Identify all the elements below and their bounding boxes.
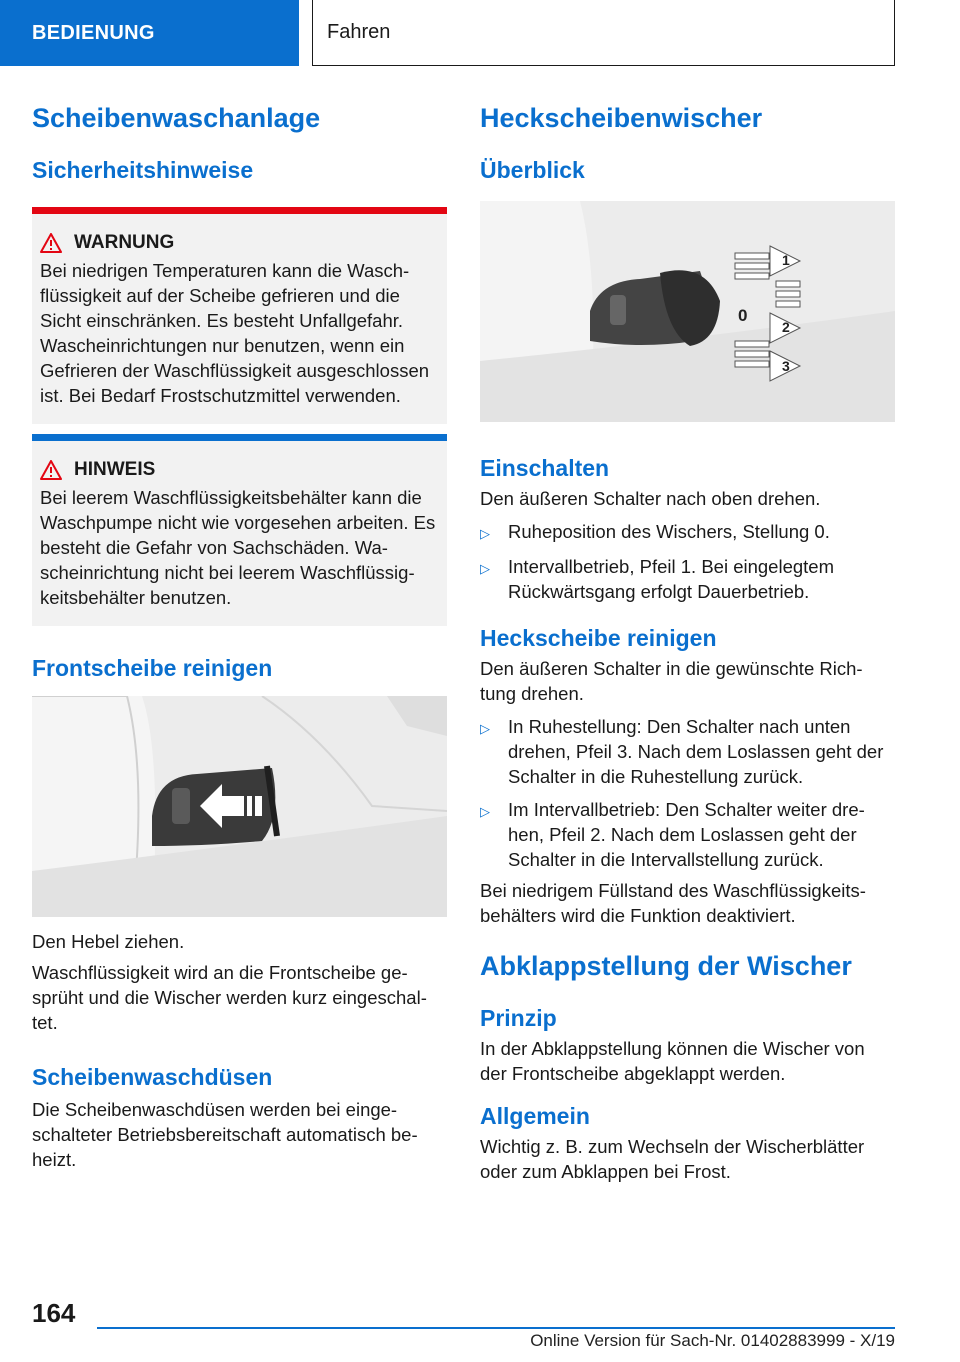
- online-version-text: Online Version für Sach-Nr. 01402883999 - X/19: [530, 1331, 895, 1350]
- switch-on-heading: Einschalten: [480, 455, 610, 481]
- overview-heading: Überblick: [480, 157, 585, 183]
- section-title: Scheibenwaschanlage: [32, 103, 321, 133]
- section-tab: [0, 0, 299, 66]
- warning-box: [32, 207, 447, 424]
- hint-text: Bei leerem Waschflüssigkeitsbehälter kann die Waschpumpe nicht wie vorgesehen arbeiten. Es besteht die Gefahr von Sachschäden. Wa-scheinrichtung nicht bei leerem Waschflüssig-keitsbehälter benutzen.: [40, 487, 436, 608]
- rear-clean-text: Den äußeren Schalter in die gewünschte Rich-tung drehen.: [480, 658, 863, 704]
- list-item: ▷ Intervallbetrieb, Pfeil 1. Bei eingelegtem Rückwärtsgang erfolgt Dauerbetrieb.: [480, 556, 834, 602]
- rear-switch-figure: [480, 201, 895, 422]
- switch-on-text: Den äußeren Schalter nach oben drehen.: [480, 488, 821, 509]
- lever-pull-figure: [32, 696, 447, 917]
- list-item: ▷ Im Intervallbetrieb: Den Schalter weiter dre-hen, Pfeil 2. Nach dem Loslassen geht der Schalter in die Intervallstellung zurück.: [480, 799, 865, 870]
- warning-label: WARNUNG: [74, 232, 175, 253]
- hint-label: HINWEIS: [74, 459, 156, 480]
- left-column: [32, 100, 447, 1172]
- page-number: 164: [32, 1298, 76, 1328]
- figure-label-2: 2: [782, 319, 790, 335]
- warning-text: Bei niedrigen Temperaturen kann die Wasch-flüssigkeit auf der Scheibe gefrieren und die Sicht einschränken. Es besteht Unfallgefahr. Wascheinrichtungen nur benutzen, wenn ein Gefrieren der Waschflüssigkeit ausgeschlossen ist. Bei Bedarf Frostschutzmittel verwenden.: [40, 260, 430, 406]
- figure-label-1: 1: [782, 252, 790, 268]
- section-label: BEDIENUNG: [32, 21, 155, 44]
- list-item: ▷ In Ruhestellung: Den Schalter nach unten drehen, Pfeil 3. Nach dem Loslassen geht der Schalter in die Ruhestellung zurück.: [480, 716, 884, 787]
- chapter-header: [312, 0, 895, 66]
- bullet-triangle-icon: ▷: [480, 526, 490, 541]
- principle-heading: Prinzip: [480, 1005, 557, 1031]
- warning-triangle-icon: [40, 233, 62, 253]
- footer-divider: [97, 1327, 895, 1329]
- list-item: ▷ Ruheposition des Wischers, Stellung 0.: [480, 519, 895, 546]
- bullet-triangle-icon: ▷: [480, 804, 490, 819]
- general-heading: Allgemein: [480, 1103, 590, 1129]
- right-column: [480, 100, 895, 1184]
- principle-text: In der Abklappstellung können die Wischer von der Frontscheibe abgeklappt werden.: [480, 1038, 865, 1084]
- front-description: Waschflüssigkeit wird an die Frontscheibe ge-sprüht und die Wischer werden kurz eingeschal-tet.: [32, 962, 427, 1033]
- front-instruction: Den Hebel ziehen.: [32, 931, 185, 952]
- bullet-triangle-icon: ▷: [480, 561, 490, 576]
- rear-clean-note: Bei niedrigem Füllstand des Waschflüssigkeits-behälters wird die Funktion deaktiviert.: [480, 880, 866, 926]
- rear-clean-heading: Heckscheibe reinigen: [480, 625, 717, 651]
- front-clean-heading: Frontscheibe reinigen: [32, 655, 273, 681]
- warning-triangle-icon: [40, 460, 62, 480]
- rear-wiper-title: Heckscheibenwischer: [480, 103, 763, 133]
- general-text: Wichtig z. B. zum Wechseln der Wischerblätter oder zum Abklappen bei Frost.: [480, 1136, 865, 1182]
- nozzle-text: Die Scheibenwaschdüsen werden bei einge-schalteter Betriebsbereitschaft automatisch be-heizt.: [32, 1099, 418, 1170]
- safety-heading: Sicherheitshinweise: [32, 157, 254, 183]
- fold-title: Abklappstellung der Wischer: [480, 951, 852, 981]
- bullet-triangle-icon: ▷: [480, 721, 490, 736]
- figure-label-0: 0: [738, 306, 748, 325]
- nozzle-heading: Scheibenwaschdüsen: [32, 1064, 273, 1090]
- hint-box: [32, 434, 447, 626]
- chapter-label: Fahren: [327, 21, 391, 43]
- figure-label-3: 3: [782, 358, 790, 374]
